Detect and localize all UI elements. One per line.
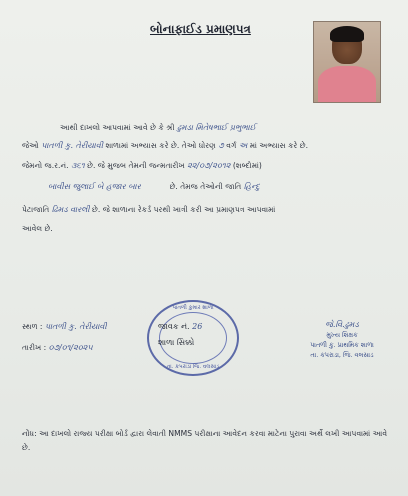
body-line-4 [48, 182, 260, 192]
line5-suffix: છે. જે શાળાના રેકર્ડ પરથી ખાત્રી કરી આ પ્રમાણપત્ર આપવામાં [92, 205, 276, 214]
certificate-title: બોનાફાઈડ પ્રમાણપત્ર [150, 22, 251, 36]
birth-date: ૨૨/૦૭/૨૦૧૨ [187, 161, 231, 170]
place-label: સ્થળ : [22, 322, 43, 331]
student-name: ઢુમડા મિતેષભાઈ પ્રભુભાઈ [176, 123, 256, 132]
stamp-center [158, 322, 202, 348]
date-label: તારીખ : [22, 343, 47, 352]
line2-mid: શાળામાં અભ્યાસ કરે છે. તેઓ ધોરણ [105, 141, 216, 150]
body-line-5 [22, 205, 275, 215]
line3-mid: છે. જે મુજબ તેમની જન્મતારીખ [87, 161, 185, 170]
line4-mid: છે. તેમજ તેઓની જાતિ [169, 182, 242, 191]
line3-suffix: (શબ્દોમાં) [232, 161, 262, 170]
line2-prefix: જેઓ [22, 141, 39, 150]
line5-prefix: પેટાજાતિ [22, 205, 50, 214]
birth-date-words: બાવીસ જુલાઈ બે હજાર બાર [48, 182, 141, 191]
stamp-no-value: 26 [192, 322, 203, 331]
stamp-top-text: પાતળી કુમાર શાળા [172, 305, 214, 311]
body-line-1 [60, 123, 256, 133]
signature-role: મુખ્ય શિક્ષક [326, 331, 358, 339]
student-photo [313, 21, 381, 103]
caste-value: હિન્દુ [243, 182, 260, 191]
line2-mid2: વર્ગ [226, 141, 237, 150]
stamp-seal-label: શાળા સિક્કો [158, 338, 195, 347]
body-line-2 [22, 141, 308, 151]
division-value: અ [238, 141, 248, 150]
line1-prefix: આથી દાખલો આપવામાં આવે છે કે શ્રી [60, 123, 175, 132]
line3-prefix: જેમનો જ.ર.નં. [22, 161, 69, 170]
standard-value: ૭ [218, 141, 224, 150]
signature-school: પાતળી કુ. પ્રાથમિક શાળા [310, 341, 374, 349]
signature-place: તા. કપરાડા, જિ. વલસાડ [310, 351, 374, 359]
date-line [22, 343, 93, 353]
place-value: પાતળી કુ. તેરીયાવી [44, 322, 107, 331]
line2-suffix: માં અભ્યાસ કરે છે. [249, 141, 309, 150]
place-line [22, 322, 107, 332]
school-name: પાતળી કુ. તેરીયાવી [41, 141, 104, 150]
signature: જે.વિ.ઢુમડ [325, 320, 359, 329]
date-value: ૦૭/૦૧/૨૦૨૫ [48, 343, 93, 352]
stamp-no-label: જાવક નં. [158, 322, 190, 331]
photo-hair [330, 26, 364, 42]
signature-block [282, 320, 402, 360]
gr-number: ૩૬૧ [70, 161, 85, 170]
subcaste-value: ઢિમડ વારલી [51, 205, 90, 214]
footnote: નોંધ: આ દાખલો રાજ્ય પરીક્ષા બોર્ડ દ્વારા લેવાતી NMMS પરીક્ષાના આવેદન કરવા માટેના પુરાવા અર્થે લખી આપવામાં આવે છે. [22, 429, 388, 452]
stamp-bottom-text: તા. કપરાડા જિ. વલસાડ [166, 364, 220, 370]
body-line-3 [22, 161, 262, 171]
body-line-6: આવેલ છે. [22, 224, 53, 233]
photo-shirt [318, 66, 376, 103]
